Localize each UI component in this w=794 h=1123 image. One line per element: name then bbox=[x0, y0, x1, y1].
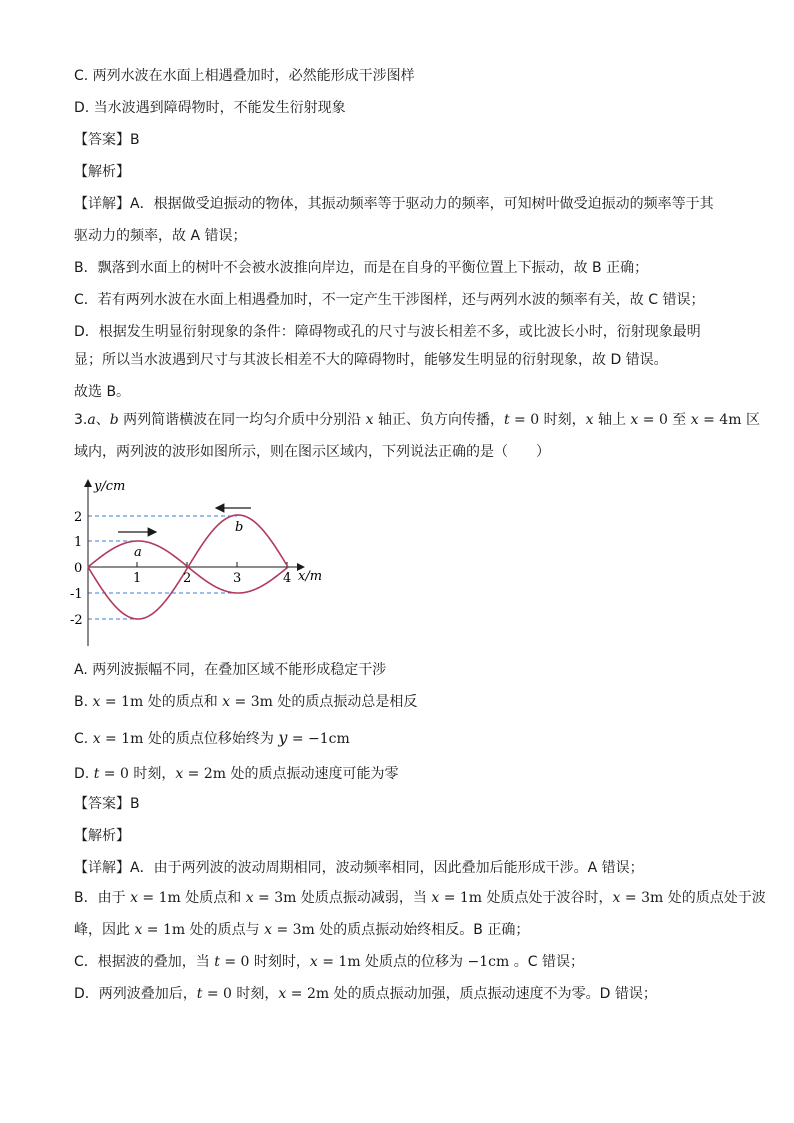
solution-text: 峰，因此 bbox=[74, 922, 135, 938]
analysis-label: 【解析】 bbox=[74, 164, 130, 180]
option-text: 处的质点和 bbox=[143, 694, 223, 710]
t-symbol: t bbox=[196, 986, 203, 1002]
y-tick-1: 1 bbox=[74, 535, 83, 550]
math-eq: = 1m bbox=[137, 890, 181, 906]
separator: 、 bbox=[95, 412, 110, 428]
math-eq: = 1m bbox=[100, 694, 144, 710]
detail-a-line2: 驱动力的频率，故 A 错误； bbox=[74, 228, 247, 244]
stem-text: 轴正、负方向传播， bbox=[373, 412, 504, 428]
solution-text: 时刻， bbox=[231, 986, 279, 1002]
math-eq: = 3m bbox=[230, 694, 273, 710]
wave-a-label: a bbox=[134, 545, 142, 560]
analysis-label: 【解析】 bbox=[74, 828, 130, 844]
answer-label: 【答案】B bbox=[74, 132, 140, 148]
wave-b-symbol: b bbox=[109, 412, 119, 428]
math-eq: = 1m bbox=[100, 731, 144, 747]
math-eq: = 1m bbox=[439, 890, 483, 906]
y-axis-label: y/cm bbox=[94, 479, 126, 494]
math-eq: = 3m bbox=[272, 922, 315, 938]
solution-text: 处质点和 bbox=[180, 890, 246, 906]
x-tick-2: 2 bbox=[183, 571, 192, 586]
math-eq: = 3m bbox=[620, 890, 664, 906]
t-symbol: t bbox=[503, 412, 510, 428]
math-eq: = 0 bbox=[99, 766, 129, 782]
option-d bbox=[74, 764, 399, 784]
solution-text: 处质点的位移为 bbox=[360, 954, 468, 970]
option-a: A. 两列波振幅不同，在叠加区域不能形成稳定干涉 bbox=[74, 662, 387, 678]
x-symbol: x bbox=[431, 890, 440, 906]
x-symbol: x bbox=[630, 412, 639, 428]
solution-text: 处质点振动减弱，当 bbox=[296, 890, 432, 906]
solution-d bbox=[74, 984, 657, 1004]
y-tick-2: 2 bbox=[74, 510, 83, 525]
x-symbol: x bbox=[245, 890, 254, 906]
solution-text: C．根据波的叠加，当 bbox=[74, 954, 215, 970]
wave-a-symbol: a bbox=[87, 412, 96, 428]
solution-text: 处质点处于波谷时， bbox=[482, 890, 613, 906]
x-symbol: x bbox=[92, 694, 101, 710]
wave-graph bbox=[66, 474, 336, 654]
detail-a-line1: 【详解】A．根据做受迫振动的物体，其振动频率等于驱动力的频率，可知树叶做受迫振动的频率等于其 bbox=[74, 196, 714, 212]
solution-text: 处的质点振动加强，质点振动速度不为零。D 错误； bbox=[329, 986, 657, 1002]
solution-text: 处的质点与 bbox=[185, 922, 265, 938]
solution-text: D．两列波叠加后， bbox=[74, 986, 197, 1002]
origin-label: 0 bbox=[74, 561, 83, 576]
math-eq: = 0 bbox=[219, 954, 250, 970]
solution-text: 处的质点振动始终相反。B 正确； bbox=[314, 922, 530, 938]
option-c-prev: C. 两列水波在水面上相遇叠加时，必然能形成干涉图样 bbox=[74, 68, 415, 84]
math-eq: = 4m bbox=[698, 412, 742, 428]
detail-c: C．若有两列水波在水面上相遇叠加时，不一定产生干涉图样，还与两列水波的频率有关，故 C 错误； bbox=[74, 292, 705, 308]
solution-text: 。C 错误； bbox=[509, 954, 584, 970]
x-symbol: x bbox=[92, 731, 101, 747]
t-symbol: t bbox=[214, 954, 220, 970]
y-symbol: y bbox=[278, 728, 288, 747]
question-3-line2: 域内，两列波的波形如图所示，则在图示区域内，下列说法正确的是（ ） bbox=[74, 444, 550, 460]
question-number: 3. bbox=[74, 412, 88, 428]
solution-text: 时刻时， bbox=[249, 954, 310, 970]
solution-b-line1 bbox=[74, 888, 766, 908]
x-tick-4: 4 bbox=[283, 571, 292, 586]
stem-text: 轴上 bbox=[593, 412, 631, 428]
option-c-prefix: C. bbox=[74, 731, 93, 747]
option-d-prefix: D. bbox=[74, 766, 94, 782]
math-eq: = 3m bbox=[253, 890, 297, 906]
x-symbol: x bbox=[130, 890, 138, 906]
solution-text: 处的质点处于波 bbox=[663, 890, 766, 906]
stem-text: 至 bbox=[667, 412, 691, 428]
detail-d-line1: D．根据发生明显衍射现象的条件：障碍物或孔的尺寸与波长相差不多，或比波长小时，衍射现象最明 bbox=[74, 324, 701, 340]
solution-a: 【详解】A．由于两列波的波动周期相同，波动频率相同，因此叠加后能形成干涉。A 错误； bbox=[74, 860, 644, 876]
x-symbol: x bbox=[278, 986, 287, 1002]
option-text: 时刻， bbox=[128, 766, 176, 782]
stem-text: 时刻， bbox=[539, 412, 586, 428]
option-b-prefix: B. bbox=[74, 694, 93, 710]
option-text: 处的质点位移始终为 bbox=[143, 731, 279, 747]
y-tick-neg2: -2 bbox=[70, 613, 83, 628]
math-eq: = 0 bbox=[202, 986, 232, 1002]
option-d-prev: D. 当水波遇到障碍物时，不能发生衍射现象 bbox=[74, 100, 346, 116]
math-eq: = 0 bbox=[509, 412, 540, 428]
math-eq: = 1m bbox=[317, 954, 361, 970]
x-symbol: x bbox=[264, 922, 272, 938]
wave-b-label: b bbox=[235, 520, 244, 535]
x-tick-1: 1 bbox=[133, 571, 142, 586]
x-symbol: x bbox=[175, 766, 184, 782]
math-eq: = 1m bbox=[142, 922, 186, 938]
x-symbol: x bbox=[690, 412, 699, 428]
y-tick-neg1: -1 bbox=[70, 587, 83, 602]
solution-c bbox=[74, 952, 584, 972]
x-symbol: x bbox=[365, 412, 374, 428]
solution-b-line2 bbox=[74, 920, 529, 940]
stem-text: 区 bbox=[741, 412, 760, 428]
stem-text: 两列简谐横波在同一均匀介质中分别沿 bbox=[118, 412, 366, 428]
question-3-line1 bbox=[74, 410, 760, 430]
math-eq: = 0 bbox=[638, 412, 668, 428]
x-tick-3: 3 bbox=[233, 571, 242, 586]
x-symbol: x bbox=[222, 694, 231, 710]
choose-b: 故选 B。 bbox=[74, 384, 131, 400]
x-symbol: x bbox=[309, 954, 318, 970]
detail-b: B．飘落到水面上的树叶不会被水波推向岸边，而是在自身的平衡位置上下振动，故 B 正确； bbox=[74, 260, 649, 276]
math-eq: = 2m bbox=[183, 766, 227, 782]
option-text: 处的质点振动总是相反 bbox=[272, 694, 418, 710]
math-eq: = −1cm bbox=[287, 731, 350, 747]
x-axis-label: x/m bbox=[298, 569, 323, 584]
answer-label: 【答案】B bbox=[74, 796, 140, 812]
detail-d-line2: 显；所以当水波遇到尺寸与其波长相差不大的障碍物时，能够发生明显的衍射现象，故 D 错误。 bbox=[74, 352, 668, 368]
math-eq: = 2m bbox=[286, 986, 330, 1002]
solution-text: B．由于 bbox=[74, 890, 131, 906]
x-symbol: x bbox=[134, 922, 143, 938]
math-value: −1cm bbox=[467, 954, 510, 970]
t-symbol: t bbox=[93, 766, 100, 782]
x-symbol: x bbox=[585, 412, 594, 428]
x-symbol: x bbox=[612, 890, 621, 906]
option-c bbox=[74, 728, 350, 749]
option-b bbox=[74, 692, 417, 712]
option-text: 处的质点振动速度可能为零 bbox=[226, 766, 399, 782]
